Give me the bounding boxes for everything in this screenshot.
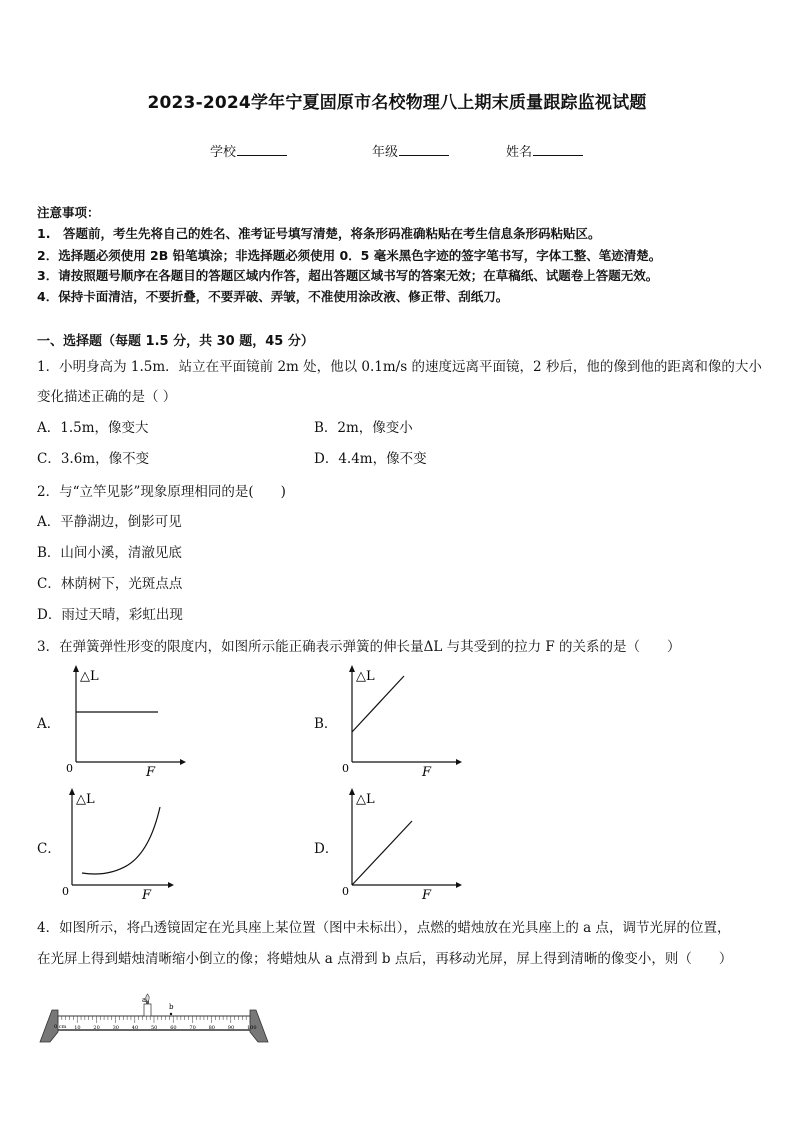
graph-line — [352, 676, 404, 732]
x-axis-label: F — [422, 888, 432, 903]
q1-stem-line1: 1．小明身高为 1.5m．站立在平面镜前 2m 处，他以 0.1m/s 的速度远离平面镜，2 秒后，他的像到他的距离和像的大小 — [37, 359, 762, 375]
origin-label: 0 — [342, 762, 349, 775]
y-axis-label: △L — [356, 792, 375, 807]
note-item: 4．保持卡面清洁，不要折叠，不要弄破、弄皱，不准使用涂改液、修正带、刮纸刀。 — [37, 289, 509, 304]
bench-number: 40 — [131, 1025, 139, 1031]
y-axis-arrow — [349, 665, 355, 672]
q2-option-c[interactable]: C．林荫树下，光斑点点 — [37, 576, 183, 592]
origin-label: 0 — [66, 762, 73, 775]
x-axis-arrow — [456, 882, 462, 888]
optical-bench — [36, 980, 272, 1046]
q3-option-c-label[interactable]: C． — [37, 841, 61, 857]
bench-number: 50 — [151, 1025, 158, 1031]
q1-option-a[interactable]: A．1.5m，像变大 — [37, 420, 149, 436]
bench-number: 90 — [227, 1025, 235, 1031]
school-blank[interactable] — [237, 143, 287, 156]
q3-stem: 3．在弹簧弹性形变的限度内，如图所示能正确表示弹簧的伸长量ΔL 与其受到的拉力 F 的关系的是（ ） — [37, 639, 681, 655]
x-axis-label: F — [146, 765, 156, 780]
y-axis-arrow — [73, 665, 79, 672]
q2-stem: 2．与“立竿见影”现象原理相同的是( ) — [37, 484, 286, 500]
q4-stem-line2: 在光屏上得到蜡烛清晰缩小倒立的像；将蜡烛从 a 点滑到 b 点后，再移动光屏，屏上得到清晰的像变小，则（ ） — [37, 951, 733, 967]
y-axis-label: △L — [356, 669, 375, 684]
q4-stem-line1: 4．如图所示，将凸透镜固定在光具座上某位置（图中未标出），点燃的蜡烛放在光具座上的 a 点，调节光屏的位置， — [37, 920, 731, 936]
x-axis-label: F — [422, 765, 432, 780]
point-b-marker — [170, 1013, 172, 1015]
q3-graph-d[interactable] — [338, 785, 463, 903]
grade-label: 年级 — [372, 145, 399, 160]
bench-number: 30 — [112, 1025, 119, 1031]
q3-graph-b[interactable] — [338, 662, 463, 780]
bench-number: 10 — [74, 1025, 81, 1031]
origin-label: 0 — [342, 885, 349, 898]
bench-number: 20 — [93, 1025, 100, 1031]
q3-option-d-label[interactable]: D． — [314, 841, 339, 857]
note-item: 2．选择题必须使用 2B 铅笔填涂；非选择题必须使用 0．5 毫米黑色字迹的签字笔书写，字体工整、笔迹清楚。 — [37, 248, 662, 263]
q2-option-d[interactable]: D．雨过天晴，彩虹出现 — [37, 607, 183, 623]
x-axis-arrow — [180, 759, 186, 765]
school-field — [210, 141, 287, 160]
candle-icon — [144, 1004, 151, 1016]
origin-label: 0 — [62, 885, 69, 898]
bench-number: 60 — [170, 1025, 177, 1031]
q1-option-b[interactable]: B．2m，像变小 — [314, 420, 413, 436]
q2-option-a[interactable]: A．平静湖边，倒影可见 — [37, 514, 182, 530]
note-item: 3．请按照题号顺序在各题目的答题区域内作答，超出答题区域书写的答案无效；在草稿纸、试题卷上答题无效。 — [37, 268, 659, 283]
q1-option-d[interactable]: D．4.4m，像不变 — [314, 451, 427, 467]
y-axis-label: △L — [76, 792, 95, 807]
notes-heading: 注意事项： — [37, 205, 100, 220]
q3-option-a-label[interactable]: A． — [37, 716, 61, 732]
q1-stem-line2: 变化描述正确的是（ ） — [37, 389, 177, 405]
q3-graph-a[interactable] — [62, 662, 187, 780]
name-label: 姓名 — [506, 145, 533, 160]
grade-blank[interactable] — [399, 143, 449, 156]
point-b-label: b — [169, 1003, 174, 1011]
q3-option-b-label[interactable]: B． — [314, 716, 338, 732]
page-title: 2023-2024学年宁夏固原市名校物理八上期末质量跟踪监视试题 — [147, 93, 647, 113]
grade-field — [372, 141, 449, 160]
flame-icon — [146, 994, 150, 1002]
q2-option-b[interactable]: B．山间小溪，清澈见底 — [37, 545, 182, 561]
y-axis-arrow — [349, 788, 355, 795]
school-label: 学校 — [210, 145, 237, 160]
q3-graph-c[interactable] — [58, 785, 183, 903]
bench-number: 100 — [247, 1025, 257, 1031]
graph-line — [352, 821, 412, 885]
q1-option-c[interactable]: C．3.6m，像不变 — [37, 451, 150, 467]
bench-unit-label: 0 cm — [54, 1024, 67, 1030]
section-heading: 一、选择题（每题 1.5 分，共 30 题，45 分） — [37, 334, 314, 349]
bench-number: 70 — [189, 1025, 196, 1031]
bench-number: 80 — [208, 1025, 215, 1031]
name-field — [506, 141, 583, 160]
note-item: 1. 答题前，考生先将自己的姓名、准考证号填写清楚，将条形码准确粘贴在考生信息条形码粘贴区。 — [37, 226, 601, 241]
y-axis-label: △L — [80, 669, 99, 684]
graph-curve — [82, 807, 160, 874]
point-a-label: a — [142, 996, 147, 1004]
name-blank[interactable] — [533, 143, 583, 156]
x-axis-arrow — [168, 882, 174, 888]
x-axis-arrow — [456, 759, 462, 765]
y-axis-arrow — [69, 788, 75, 795]
x-axis-label: F — [142, 888, 152, 903]
